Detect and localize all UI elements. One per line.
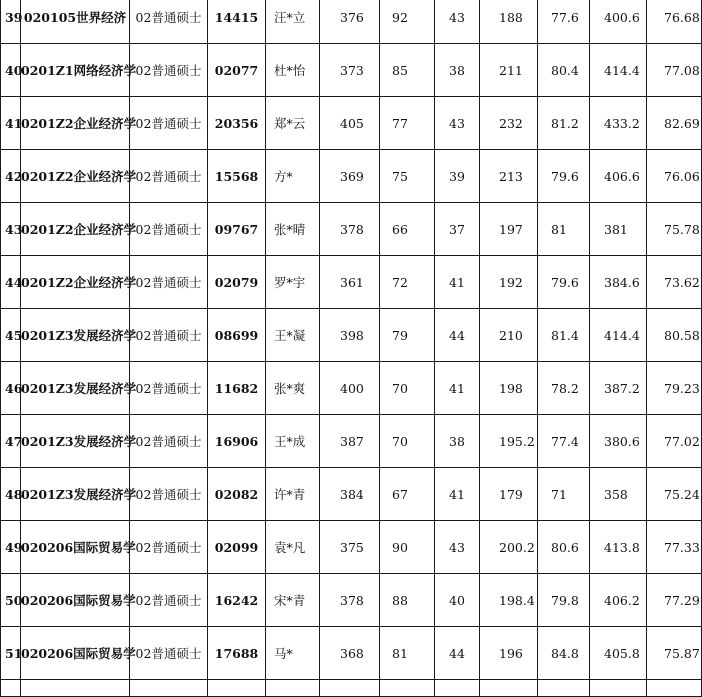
total-score-cell: 380.6 — [590, 415, 647, 468]
initial-score-cell: 368 — [320, 627, 380, 680]
english-score-cell: 38 — [435, 415, 480, 468]
candidate-id-cell: 15568 — [208, 150, 266, 203]
politics-score-cell: 88 — [380, 574, 435, 627]
total-score-cell: 405.8 — [590, 627, 647, 680]
final-score-cell: 75.87 — [647, 627, 702, 680]
interview-score-cell: 77.6 — [538, 0, 590, 44]
subject-score-cell: 213 — [480, 150, 538, 203]
major-cell: 020206国际贸易学 — [21, 521, 130, 574]
english-score-cell: 43 — [435, 0, 480, 44]
name-cell: 杜*怡 — [266, 44, 320, 97]
interview-score-cell: 80.6 — [538, 521, 590, 574]
english-score-cell: 44 — [435, 627, 480, 680]
category-cell: 02普通硕士 — [130, 256, 208, 309]
table-row-partial — [1, 680, 702, 697]
english-score-cell: 39 — [435, 150, 480, 203]
empty-cell — [480, 680, 538, 697]
total-score-cell: 406.2 — [590, 574, 647, 627]
politics-score-cell: 72 — [380, 256, 435, 309]
final-score-cell: 73.62 — [647, 256, 702, 309]
name-cell: 宋*青 — [266, 574, 320, 627]
interview-score-cell: 81.2 — [538, 97, 590, 150]
empty-cell — [647, 680, 702, 697]
empty-cell — [538, 680, 590, 697]
final-score-cell: 76.06 — [647, 150, 702, 203]
final-score-cell: 77.29 — [647, 574, 702, 627]
category-cell: 02普通硕士 — [130, 362, 208, 415]
politics-score-cell: 85 — [380, 44, 435, 97]
category-cell: 02普通硕士 — [130, 574, 208, 627]
total-score-cell: 414.4 — [590, 309, 647, 362]
empty-cell — [590, 680, 647, 697]
major-cell: 0201Z2企业经济学 — [21, 203, 130, 256]
major-cell: 0201Z1网络经济学 — [21, 44, 130, 97]
interview-score-cell: 77.4 — [538, 415, 590, 468]
major-cell: 0201Z3发展经济学 — [21, 468, 130, 521]
empty-cell — [380, 680, 435, 697]
row-number: 50 — [1, 574, 21, 627]
table-row — [1, 309, 702, 362]
table-row — [1, 0, 702, 44]
english-score-cell: 44 — [435, 309, 480, 362]
row-number: 51 — [1, 627, 21, 680]
table-row — [1, 521, 702, 574]
interview-score-cell: 80.4 — [538, 44, 590, 97]
total-score-cell: 406.6 — [590, 150, 647, 203]
empty-cell — [266, 680, 320, 697]
candidate-id-cell: 16906 — [208, 415, 266, 468]
english-score-cell: 40 — [435, 574, 480, 627]
name-cell: 郑*云 — [266, 97, 320, 150]
subject-score-cell: 179 — [480, 468, 538, 521]
politics-score-cell: 67 — [380, 468, 435, 521]
initial-score-cell: 378 — [320, 574, 380, 627]
candidate-id-cell: 20356 — [208, 97, 266, 150]
total-score-cell: 387.2 — [590, 362, 647, 415]
table-row — [1, 574, 702, 627]
final-score-cell: 77.33 — [647, 521, 702, 574]
major-cell: 020206国际贸易学 — [21, 574, 130, 627]
total-score-cell: 384.6 — [590, 256, 647, 309]
subject-score-cell: 232 — [480, 97, 538, 150]
row-number: 41 — [1, 97, 21, 150]
interview-score-cell: 79.6 — [538, 256, 590, 309]
row-number: 48 — [1, 468, 21, 521]
final-score-cell: 76.68 — [647, 0, 702, 44]
category-cell: 02普通硕士 — [130, 203, 208, 256]
final-score-cell: 77.08 — [647, 44, 702, 97]
table-row — [1, 256, 702, 309]
name-cell: 罗*宇 — [266, 256, 320, 309]
row-number: 45 — [1, 309, 21, 362]
name-cell: 王*凝 — [266, 309, 320, 362]
initial-score-cell: 400 — [320, 362, 380, 415]
final-score-cell: 77.02 — [647, 415, 702, 468]
subject-score-cell: 188 — [480, 0, 538, 44]
interview-score-cell: 79.8 — [538, 574, 590, 627]
table-row — [1, 415, 702, 468]
row-number: 46 — [1, 362, 21, 415]
name-cell: 张*爽 — [266, 362, 320, 415]
category-cell: 02普通硕士 — [130, 309, 208, 362]
initial-score-cell: 361 — [320, 256, 380, 309]
english-score-cell: 41 — [435, 468, 480, 521]
english-score-cell: 38 — [435, 44, 480, 97]
politics-score-cell: 81 — [380, 627, 435, 680]
candidate-id-cell: 16242 — [208, 574, 266, 627]
row-number: 40 — [1, 44, 21, 97]
name-cell: 方* — [266, 150, 320, 203]
final-score-cell: 79.23 — [647, 362, 702, 415]
politics-score-cell: 75 — [380, 150, 435, 203]
total-score-cell: 414.4 — [590, 44, 647, 97]
category-cell: 02普通硕士 — [130, 97, 208, 150]
category-cell: 02普通硕士 — [130, 0, 208, 44]
major-cell: 020105世界经济 — [21, 0, 130, 44]
table-row — [1, 44, 702, 97]
politics-score-cell: 70 — [380, 362, 435, 415]
major-cell: 020206国际贸易学 — [21, 627, 130, 680]
candidate-id-cell: 02077 — [208, 44, 266, 97]
interview-score-cell: 78.2 — [538, 362, 590, 415]
empty-cell — [435, 680, 480, 697]
subject-score-cell: 197 — [480, 203, 538, 256]
final-score-cell: 82.69 — [647, 97, 702, 150]
subject-score-cell: 211 — [480, 44, 538, 97]
initial-score-cell: 384 — [320, 468, 380, 521]
subject-score-cell: 192 — [480, 256, 538, 309]
english-score-cell: 41 — [435, 362, 480, 415]
english-score-cell: 43 — [435, 97, 480, 150]
candidate-id-cell: 11682 — [208, 362, 266, 415]
candidate-id-cell: 02079 — [208, 256, 266, 309]
initial-score-cell: 369 — [320, 150, 380, 203]
table-row — [1, 468, 702, 521]
major-cell: 0201Z3发展经济学 — [21, 309, 130, 362]
category-cell: 02普通硕士 — [130, 44, 208, 97]
politics-score-cell: 70 — [380, 415, 435, 468]
total-score-cell: 413.8 — [590, 521, 647, 574]
empty-cell — [130, 680, 208, 697]
politics-score-cell: 79 — [380, 309, 435, 362]
row-number: 43 — [1, 203, 21, 256]
final-score-cell: 75.78 — [647, 203, 702, 256]
table-row — [1, 203, 702, 256]
initial-score-cell: 376 — [320, 0, 380, 44]
major-cell: 0201Z2企业经济学 — [21, 256, 130, 309]
empty-cell — [21, 680, 130, 697]
category-cell: 02普通硕士 — [130, 627, 208, 680]
candidate-id-cell: 17688 — [208, 627, 266, 680]
row-number: 39 — [1, 0, 21, 44]
interview-score-cell: 81 — [538, 203, 590, 256]
interview-score-cell: 81.4 — [538, 309, 590, 362]
politics-score-cell: 90 — [380, 521, 435, 574]
major-cell: 0201Z2企业经济学 — [21, 150, 130, 203]
subject-score-cell: 210 — [480, 309, 538, 362]
candidate-id-cell: 02099 — [208, 521, 266, 574]
subject-score-cell: 198.4 — [480, 574, 538, 627]
category-cell: 02普通硕士 — [130, 521, 208, 574]
category-cell: 02普通硕士 — [130, 150, 208, 203]
total-score-cell: 433.2 — [590, 97, 647, 150]
candidate-id-cell: 09767 — [208, 203, 266, 256]
table-row — [1, 150, 702, 203]
name-cell: 汪*立 — [266, 0, 320, 44]
category-cell: 02普通硕士 — [130, 468, 208, 521]
total-score-cell: 381 — [590, 203, 647, 256]
name-cell: 许*青 — [266, 468, 320, 521]
subject-score-cell: 195.2 — [480, 415, 538, 468]
name-cell: 袁*凡 — [266, 521, 320, 574]
english-score-cell: 43 — [435, 521, 480, 574]
category-cell: 02普通硕士 — [130, 415, 208, 468]
row-number: 42 — [1, 150, 21, 203]
subject-score-cell: 198 — [480, 362, 538, 415]
politics-score-cell: 92 — [380, 0, 435, 44]
total-score-cell: 358 — [590, 468, 647, 521]
table-row — [1, 97, 702, 150]
english-score-cell: 41 — [435, 256, 480, 309]
subject-score-cell: 196 — [480, 627, 538, 680]
major-cell: 0201Z3发展经济学 — [21, 415, 130, 468]
row-number: 44 — [1, 256, 21, 309]
initial-score-cell: 378 — [320, 203, 380, 256]
initial-score-cell: 375 — [320, 521, 380, 574]
row-number: 47 — [1, 415, 21, 468]
interview-score-cell: 84.8 — [538, 627, 590, 680]
name-cell: 马* — [266, 627, 320, 680]
politics-score-cell: 66 — [380, 203, 435, 256]
candidate-id-cell: 02082 — [208, 468, 266, 521]
initial-score-cell: 373 — [320, 44, 380, 97]
politics-score-cell: 77 — [380, 97, 435, 150]
major-cell: 0201Z3发展经济学 — [21, 362, 130, 415]
interview-score-cell: 71 — [538, 468, 590, 521]
row-number: 49 — [1, 521, 21, 574]
major-cell: 0201Z2企业经济学 — [21, 97, 130, 150]
name-cell: 王*成 — [266, 415, 320, 468]
initial-score-cell: 387 — [320, 415, 380, 468]
subject-score-cell: 200.2 — [480, 521, 538, 574]
english-score-cell: 37 — [435, 203, 480, 256]
empty-cell — [320, 680, 380, 697]
final-score-cell: 75.24 — [647, 468, 702, 521]
final-score-cell: 80.58 — [647, 309, 702, 362]
table-row — [1, 362, 702, 415]
table-row — [1, 627, 702, 680]
empty-cell — [208, 680, 266, 697]
candidate-id-cell: 08699 — [208, 309, 266, 362]
candidate-id-cell: 14415 — [208, 0, 266, 44]
score-table-body — [1, 0, 702, 697]
name-cell: 张*晴 — [266, 203, 320, 256]
initial-score-cell: 398 — [320, 309, 380, 362]
empty-cell — [1, 680, 21, 697]
initial-score-cell: 405 — [320, 97, 380, 150]
total-score-cell: 400.6 — [590, 0, 647, 44]
interview-score-cell: 79.6 — [538, 150, 590, 203]
